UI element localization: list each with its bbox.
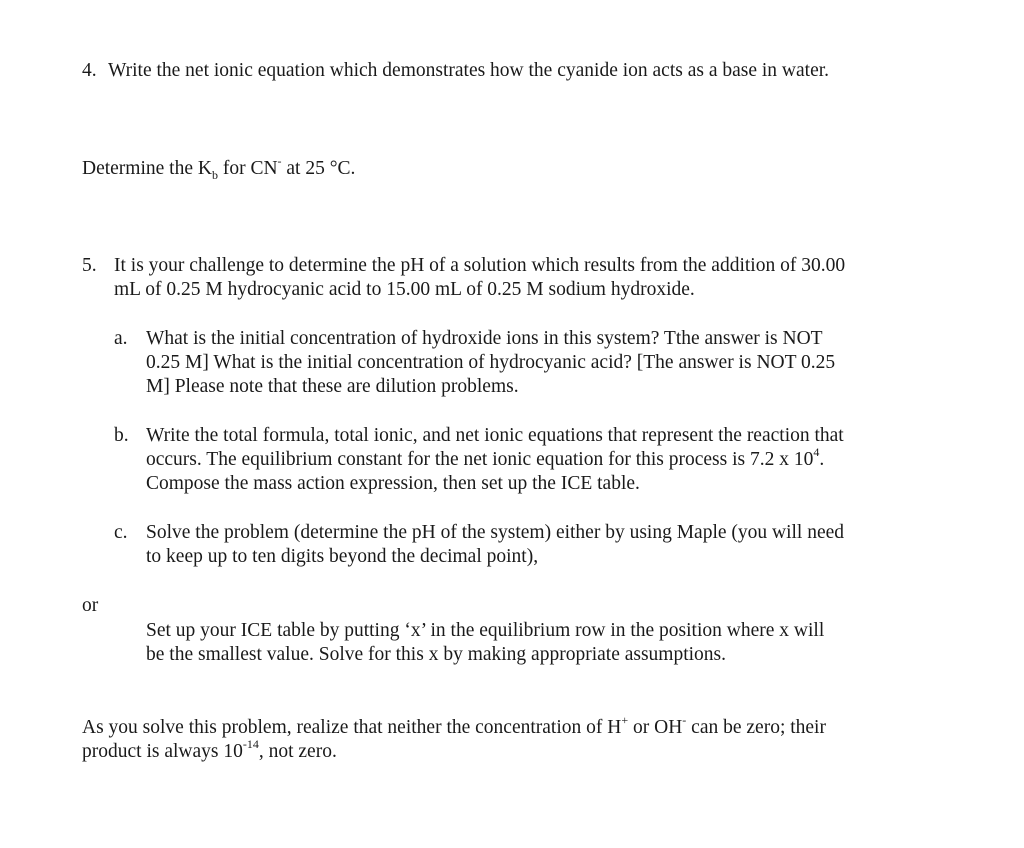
question-4-text: Write the net ionic equation which demonstrates how the cyanide ion acts as a base in water. <box>108 60 830 81</box>
part-b-exponent: 4 <box>813 444 820 459</box>
part-b-line-2-suffix: . <box>819 449 825 470</box>
question-5-text <box>114 254 845 302</box>
part-c-label: c. <box>114 522 128 543</box>
alternative-line-1: Set up your ICE table by putting ‘x’ in the equilibrium row in the position where x will <box>146 620 825 641</box>
alternative-line-2: be the smallest value. Solve for this x by making appropriate assumptions. <box>146 644 727 665</box>
kb-prefix: Determine the K <box>82 158 212 179</box>
part-c-text <box>146 521 844 569</box>
part-a-line-3: M] Please note that these are dilution problems. <box>146 376 519 397</box>
part-b-line-2-prefix: occurs. The equilibrium constant for the net ionic equation for this process is 7.2 x 10 <box>146 449 814 470</box>
closing-note <box>82 712 826 764</box>
part-b-line-2 <box>146 444 844 472</box>
part-c-line-1: Solve the problem (determine the pH of the system) either by using Maple (you will need <box>146 522 845 543</box>
kb-mid: for CN <box>217 158 278 179</box>
h-plus-superscript: + <box>621 712 629 727</box>
part-a-text <box>146 327 835 399</box>
part-b-text <box>146 424 844 496</box>
question-5-line-1: It is your challenge to determine the pH of a solution which results from the addition of 30.00 <box>114 255 846 276</box>
part-a-label: a. <box>114 328 128 349</box>
kw-exponent: -14 <box>242 736 259 751</box>
kb-subscript: b <box>211 167 218 182</box>
part-b-line-1: Write the total formula, total ionic, and net ionic equations that represent the reaction that <box>146 425 844 446</box>
note-line-1-mid: or OH <box>628 717 683 738</box>
part-a-line-2: 0.25 M] What is the initial concentration of hydrocyanic acid? [The answer is NOT 0.25 <box>146 352 836 373</box>
closing-note-line-2 <box>82 736 826 764</box>
part-a-line-1: What is the initial concentration of hydroxide ions in this system? Tthe answer is NOT <box>146 328 823 349</box>
part-c-line-2: to keep up to ten digits beyond the decimal point), <box>146 546 539 567</box>
question-4-kb-prompt <box>82 153 356 182</box>
kb-suffix: at 25 °C. <box>281 158 356 179</box>
question-4-number: 4. <box>82 60 97 81</box>
note-line-1-prefix: As you solve this problem, realize that neither the concentration of H <box>82 717 622 738</box>
part-b-line-3: Compose the mass action expression, then set up the ICE table. <box>146 473 640 494</box>
question-5-line-2: mL of 0.25 M hydrocyanic acid to 15.00 mL of 0.25 M sodium hydroxide. <box>114 279 695 300</box>
kb-superscript: - <box>277 153 282 168</box>
note-line-2-suffix: , not zero. <box>258 741 337 762</box>
note-line-1-suffix: can be zero; their <box>686 717 826 738</box>
oh-minus-superscript: - <box>682 712 687 727</box>
or-label: or <box>82 595 99 616</box>
alternative-text <box>146 619 824 667</box>
closing-note-line-1 <box>82 712 826 740</box>
part-b-label: b. <box>114 425 129 446</box>
question-5-number: 5. <box>82 255 97 276</box>
note-line-2-prefix: product is always 10 <box>82 741 243 762</box>
